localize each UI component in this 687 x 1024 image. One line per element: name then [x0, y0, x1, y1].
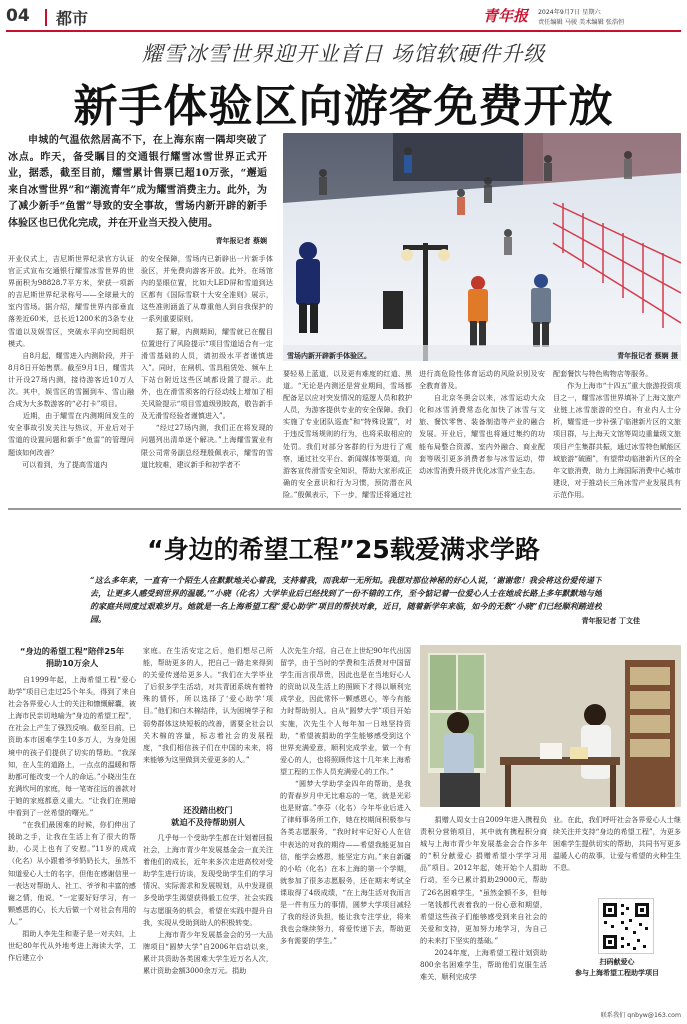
story2-column-1: 自1999年起，上海希望工程“爱心助学”项目已走过25个年头，得到了来自社会各界爱心人士的关注和慷慨解囊，被上海市民亲切地喻为“身边的希望工程”，在社会上产生了强烈反响。截至目前，已资助本市困难学生10多万人，为身处困境中的孩子们提供了切实的帮助。“我深知，在人生的道路上，一点点的温暖和帮助都可能改变一个人的命运。”小晓出生在充满坎坷的家庭，每一笔寄往远的善款对于她的家庭都意义重大。“让我们在黑暗中看到了一丝希望的曙光。” “在我们最困难的时候，你们伸出了援助之手，让我在生活上有了很大的帮助，心灵上也有了安慰。”11岁的成成（化名）从小跟着爷爷奶奶长大，虽然不知道爱心人士的名字，但他在感谢信里一一表达对帮助人、社工、爷爷和丰富的感谢之情，他说，“一定要好好学习，有一颗感恩的心，长大后做一个对社会有用的人。” 捐助人李先生和妻子是一对夫妇，上世纪80年代从外地考进上海读大学，工作后建立小	[8, 675, 136, 963]
story2-intro: “这么多年来，一直有一个陌生人在默默地关心着我，支持着我，而我却一无所知。我想对那位神秘的好心人说，‘谢谢您！我会将这份爱传递下去，让更多人感受到世界的温暖。’”小晓（化名）大学毕业后已经找到了一份不错的工作，至今惦记着一位爱心人士在她成长路上多年默默地与她的家庭共同度过艰难岁月。她就是一名上海希望工程“爱心助学”项目的帮扶对象，近日，随着新学年来临，如今的无数“小晓”们已经顺利踏进校园。	[90, 575, 602, 624]
story2-headline: “身边的希望工程”25载爱满求学路	[147, 535, 540, 564]
qr-code-icon	[599, 899, 653, 953]
story1-kicker: 耀雪冰雪世界迎开业首日 场馆软硬件升级	[141, 42, 546, 66]
story1-headline: 新手体验区向游客免费开放	[73, 81, 614, 132]
classroom-photo	[420, 645, 681, 807]
qr-caption-2: 参与上海希望工程助学项目	[575, 969, 659, 977]
story2-subhead-1: “身边的希望工程”陪伴25年 捐助10万余人	[19, 646, 125, 668]
story2-column-2b: 几乎每一个受助学生都在计划着回报社会，上海市青少年发展基金会一直关注着他们的成长，近年来多次走进高校对受助学生进行访谈，发现受助学生们的学习情况、实际需求和发展规划，从中发现很多受助学生渴望获得毅工位学，社会实践与志愿服务的机会，希望在实践中提升自我，实现从受助到助人的积极转变。 上海市青少年发展基金会的另一大品牌项目“圆梦大学”自2006年启动以来，累计共资助各类困难大学生近万名人次，累计资助金额3000余万元。捐助	[143, 833, 273, 976]
page-number: 04	[6, 6, 30, 26]
donation-qr-code[interactable]	[598, 898, 654, 954]
story1-column-5: 配套餐饮与特色购物店等服务。 作为上海市“十四五”重大旅游投资项目之一，耀雪冰雪世界填补了上海文旅产业链上冰雪旅游的空白。有业内人士分析，耀雪进一步补强了临港新片区的文旅项目群，与上海天文馆等周边重量级文旅项目产生集群共振，通过冰雪特色赋能区域旅游“破圈”，有望带动临港新片区的全年文旅消费，助力上海国际消费中心城市建设，对于推动长三角冰雪产业发展具有示范作用。	[553, 369, 681, 499]
ski-slope-illustration	[283, 133, 681, 361]
classroom-illustration	[420, 645, 681, 807]
story2-intro-byline: 青年报记者 丁文佳	[581, 617, 640, 625]
story2-column-3: 人次先生介绍，自己在上世纪90年代出国留学，由于当时的学费和生活费对中国留学生而言很昂贵，因此也是在当地好心人的资助以及生活上的照顾下才得以顺利完成学业，因此常怀一颗感恩心，等今有能力时帮助别人。自从“圆梦大学”项目开始实施，次先生个人每年加一日地坚持资助，“希望被捐助的学生能够感受到这个世界充满爱意，顺利完成学业，做一个有爱心的人，也将照顾传这十几年来上海希望工程的工作人员充满爱心的工作。” “圆梦大学助学金四年的帮助，是我的青春岁月中无比难忘的一笔，就是光彩也是财富。”李芬（化名）今年毕业后进入了律师事务所工作，她在校期间积极参与各类志愿服务，“我时时牢记好心人在信中表达的对我的期待——希望我能更加自信，能学会感恩，能坚定方向。”来自新疆的小哈（化名）在本上海的第一个学期，就参加了很多志愿服务，还在期末考试全课取得了4级成绩，“在上海生活对我而言是一件有压力的事情，圆梦大学项目减轻了我的经济负担，能让我专注学业，将来我也会继续努力，将爱传递下去，帮助更多有需要的学生。”	[280, 646, 411, 946]
header-divider	[45, 9, 47, 26]
story1-column-3: 要轻易上蓝道，以及更有难度的红道、黑道。“无论是内测还是营业期间，雪场都配备足以应对突发情况的巡逻人员和救护人员，为游客提供专业的安全保障。我们实施了专业团队巡查”和“特殊设置”，对于违反雪场规则的行为，也将采取相应的处罚。我们对部分客群的行为进行了观察，通过社交平台、新闻媒体等渠道，向游客宣传滑雪安全知识，帮助大家形成正确的安全意识和行为习惯，预防潜在风险。”殷佩表示，下一步，耀雪还将通过社	[283, 369, 412, 499]
editor-credits: 责任编辑 马骏 美术编辑 张浩恒	[538, 19, 625, 26]
header-rule	[6, 30, 681, 32]
photo1-caption: 雪场内新开辟新手体验区。	[287, 352, 371, 360]
issue-date: 2024年9月7日 星期六	[538, 9, 601, 16]
newspaper-logo: 青年报	[483, 7, 529, 25]
section-title: 都市	[56, 9, 89, 28]
story2-column-2a: 家庭。在生活安定之后，他们想尽己所能，帮助更多的人，把自己一路走来得到的关爱传递给更多人。“我们在大学毕业了后很多学生活动，对共青团系统有着特殊的情怀，所以选择了‘爱心助学’项目。”他们和白木棉结伴，认为困境学子和弱势群体这块短板的改善，需要全社会以关木棉的容量，标志着社会的发展程度，“我们相信孩子们在中国的未来，将来能够为这里做到关爱更多的人。”	[143, 646, 273, 764]
story2-subhead-2: 还没踏出校门 就迫不及待帮助别人	[171, 805, 245, 827]
story2-column-5: 业。在此，我们呼吁社会各界爱心人士继续关注并支持“身边的希望工程”，为更多困难学生提供切实的帮助，共同书写更多温暖人心的故事，让爱与希望的火种生生不息。	[553, 815, 681, 873]
photo1-credit: 青年报记者 蔡娴 摄	[617, 352, 678, 360]
story1-column-2: 的安全保障，雪场内已新辟出一片新手体验区，并免费向游客开放。此外，在场馆内的显眼位置，比如大LED屏和雪道到达区都有《国际雪联十大安全准则》展示，这些准则涵盖了从尊重他人到自我保护的一系列重要原则。 据了解，内测期间，耀雪就已在醒目位置进行了风险提示“项目雪道适合有一定滑雪基础的人员，请初级水平者谨慎进入”。同时，在闸机、雪具租赁处、频车上下站台附近这些区域都设置了提示。此外，也在滑雪须客的行径动线上增加了相关风险提示“项目雪道级别较高，敬告新手及无滑雪经验者谨慎进入”。 “经过27场内测，我们正在将发现的问题列出清单逐个解决。”上海耀雪置业有限公司常务副总经理殷佩表示，耀雪的雪道比较难，建议新手和初学者不	[141, 254, 273, 469]
footer-contact: 联系我们 qnbyw@163.com	[600, 1012, 681, 1019]
ski-slope-photo	[283, 133, 681, 361]
story1-lead-byline: 青年报记者 蔡娴	[215, 237, 267, 245]
story2-column-4: 捐赠人周女士自2009年进入携程负责积分营销项目，其中就有携程积分商城与上海市青少年发展基金会合作多年的“积分献爱心 捐赠希望小学学习用品”项目。2012年起，她开始个人捐助行动，至今已累计捐助29000元，帮助了26名困难学生，“虽然金额不多，但每一笔钱都代表着我的一份心意和期望，希望这些孩子们能够感受到来自社会的关爱和支持，更加努力地学习，为自己的未来打下坚实的基础。” 2024年度，上海希望工程计划资助800余名困难学生，帮助他们克服生活难关，顺利完成学	[420, 815, 547, 982]
section-separator	[8, 508, 681, 510]
story1-column-1: 开业仪式上，吉尼斯世界纪录官方认证官正式宣布交通银行耀雪冰雪世界的世界面积为98828.7平方米，荣获一项新的吉尼斯世界纪录称号——全球最大的室内雪场。据介绍，耀雪世界内部垂直落差近60米，总长近1200米的3条专业雪道以及娱雪区，突破水平向空间组织模式。 自8月起，耀雪进入内测阶段，并于8月8日开始售票。截至9月1日，耀雪共计开设27场内测，接待游客近10万人次。其中，娱雪区的雪圈到车、雪山融合成为大多数游客的“必打卡”项目。 近期，由于耀雪在内测期间发生的安全事故引发关注与热议，开业后对于雪道的设置问题和新手“鱼雷”的管理问题该如何改善？ 可以看到，为了提高雪道内	[8, 254, 134, 469]
qr-caption-1: 扫码献爱心	[599, 958, 635, 966]
story1-lead: 申城的气温依然居高不下，在上海东南一隅却突破了冰点。昨天，备受瞩目的交通银行耀雪冰雪世界正式开业，据悉，截至目前，耀雪累计售票已超10万张，“邂逅来自冰雪世界”和“潮流青年”成为耀雪消费主力。此外，为了减少新手“鱼雷”导致的安全事故，雪场内新开辟的新手体验区也已优化完成，并在开业当天投入使用。	[8, 135, 267, 229]
story1-column-4: 进行高危险性体育运动的风险识别及安全教育普及。 自北京冬奥会以来，冰雪运动大众化和冰雪消费常态化加快了冰雪与文旅、餐饮零售、装备制造等产业的融合发展。开业后，耀雪也将通过集约的功能布局整合资源、室内外融合、商业配套等吸引更多消费者参与冰雪运动，带动冰雪消费升级并优化冰雪产业生态。	[419, 369, 545, 475]
